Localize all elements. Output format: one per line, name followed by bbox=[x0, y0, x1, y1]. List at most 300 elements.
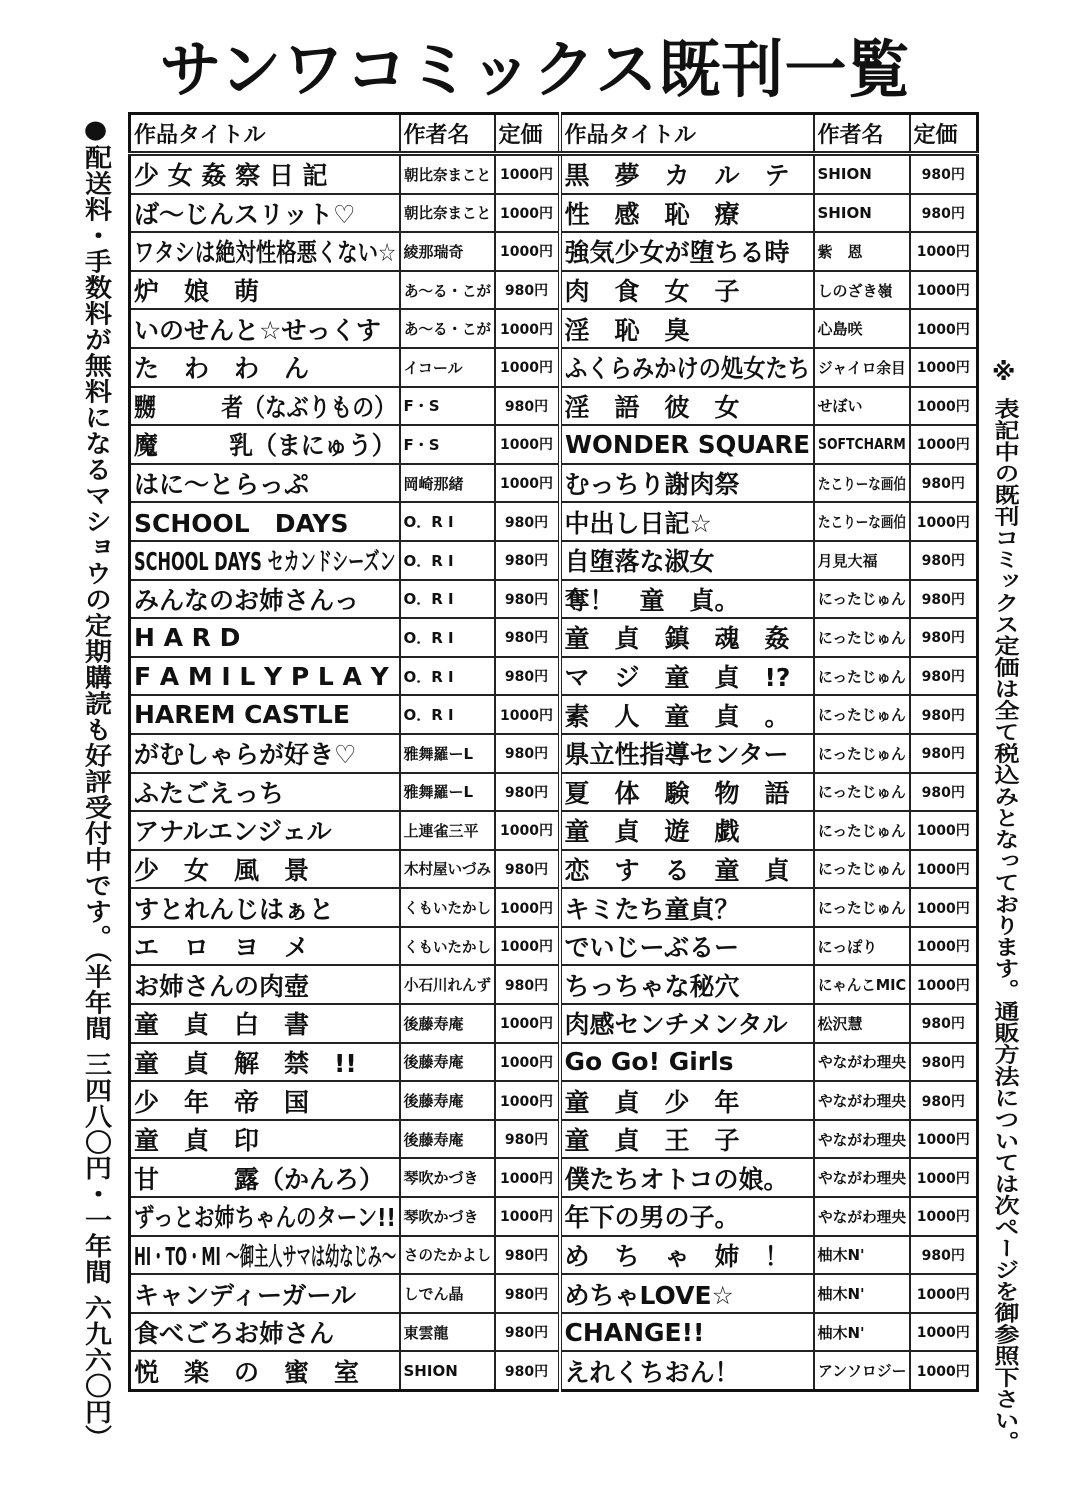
comic-price: 980円 bbox=[504, 669, 549, 686]
comic-price: 980円 bbox=[921, 707, 965, 724]
right-title-cell bbox=[560, 541, 814, 580]
comic-price: 1000円 bbox=[916, 939, 970, 956]
right-price-cell bbox=[910, 580, 978, 619]
right-title-cell bbox=[560, 1197, 814, 1236]
table-row bbox=[130, 1081, 978, 1120]
left-title-cell bbox=[130, 927, 400, 966]
right-title-cell bbox=[560, 348, 814, 387]
comic-price: 980円 bbox=[504, 746, 549, 763]
right-author-cell bbox=[814, 464, 910, 503]
comic-author: しのざき嶺 bbox=[817, 281, 893, 300]
right-title-cell bbox=[560, 154, 814, 194]
comic-title: 悦 楽 の 蜜 室 bbox=[134, 1357, 360, 1387]
right-price-cell bbox=[910, 1274, 978, 1313]
comic-author: 岡崎那緒 bbox=[403, 474, 464, 493]
comic-price: 980円 bbox=[504, 1247, 549, 1264]
right-price-cell bbox=[910, 194, 978, 233]
right-title-cell bbox=[560, 464, 814, 503]
comic-title: F A M I L Y P L A Y bbox=[134, 661, 389, 691]
comic-title: 少 女 姦 察 日 記 bbox=[134, 161, 328, 191]
right-price-cell bbox=[910, 464, 978, 503]
right-author-cell bbox=[814, 657, 910, 696]
comic-price: 1000円 bbox=[500, 437, 553, 454]
right-title-cell bbox=[560, 695, 814, 734]
left-title-cell bbox=[130, 425, 400, 464]
comic-title: エ ロ ヨ メ bbox=[134, 933, 310, 963]
right-title-cell bbox=[560, 1274, 814, 1313]
left-author-cell bbox=[400, 309, 495, 348]
comic-price: 980円 bbox=[921, 476, 965, 493]
left-price-cell bbox=[495, 1274, 560, 1313]
left-title-cell bbox=[130, 232, 400, 271]
left-title-cell bbox=[130, 154, 400, 194]
comic-price: 980円 bbox=[921, 630, 965, 647]
left-author-cell bbox=[400, 425, 495, 464]
left-title-cell bbox=[130, 1197, 400, 1236]
right-author-cell bbox=[814, 773, 910, 812]
comic-title: いのせんと☆せっくす bbox=[134, 315, 381, 345]
left-title-cell bbox=[130, 348, 400, 387]
comic-price: 1000円 bbox=[916, 1286, 970, 1303]
right-price-cell bbox=[910, 618, 978, 657]
comic-price: 980円 bbox=[504, 861, 549, 878]
comic-title: みんなのお姉さんっ bbox=[134, 585, 360, 615]
comic-author: 後藤寿庵 bbox=[403, 1130, 464, 1149]
left-author-cell bbox=[400, 927, 495, 966]
comic-author: SHION bbox=[403, 1361, 458, 1380]
comic-title: ふたごえっち bbox=[134, 778, 285, 808]
comic-title: 炉 娘 萌 bbox=[134, 277, 260, 307]
comic-author: にったじゅん bbox=[817, 706, 906, 725]
left-price-cell bbox=[495, 1236, 560, 1275]
left-title-cell bbox=[130, 888, 400, 927]
right-price-cell bbox=[910, 1236, 978, 1275]
right-author-cell bbox=[814, 154, 910, 194]
comic-price: 980円 bbox=[921, 1093, 965, 1110]
left-price-cell bbox=[495, 348, 560, 387]
left-price-cell bbox=[495, 194, 560, 233]
comic-author: O．R I bbox=[403, 513, 454, 532]
right-price-cell bbox=[910, 232, 978, 271]
comic-price: 980円 bbox=[504, 591, 549, 608]
right-price-cell bbox=[910, 965, 978, 1004]
comic-price: 980円 bbox=[504, 1325, 549, 1342]
left-price-cell bbox=[495, 1313, 560, 1352]
table-row bbox=[130, 425, 978, 464]
comic-price: 1000円 bbox=[916, 244, 970, 261]
right-title-cell bbox=[560, 387, 814, 426]
left-title-cell bbox=[130, 657, 400, 696]
right-price-cell bbox=[910, 309, 978, 348]
comic-price: 980円 bbox=[921, 167, 965, 184]
left-title-cell bbox=[130, 1313, 400, 1352]
comic-price: 980円 bbox=[504, 784, 549, 801]
right-title-cell bbox=[560, 927, 814, 966]
comic-author: 柚木N' bbox=[817, 1285, 865, 1304]
left-price-cell bbox=[495, 154, 560, 194]
comic-price: 980円 bbox=[504, 630, 549, 647]
comic-title: すとれんじはぁと bbox=[134, 894, 335, 924]
comic-author: F・S bbox=[403, 435, 440, 454]
right-price-cell bbox=[910, 811, 978, 850]
comic-title: お姉さんの肉壺 bbox=[134, 971, 310, 1001]
right-price-cell bbox=[910, 271, 978, 310]
left-author-cell bbox=[400, 1120, 495, 1159]
comic-title: 甘 露（かんろ） bbox=[134, 1164, 385, 1194]
comic-title: えれくちおん！ bbox=[564, 1357, 740, 1387]
comic-price: 1000円 bbox=[500, 823, 553, 840]
left-title-cell bbox=[130, 1081, 400, 1120]
comic-title: HAREM CASTLE bbox=[134, 700, 350, 730]
right-price-cell bbox=[910, 695, 978, 734]
right-title-cell bbox=[560, 850, 814, 889]
right-price-cell bbox=[910, 1351, 978, 1390]
comic-price: 1000円 bbox=[500, 244, 553, 261]
left-title-cell bbox=[130, 1158, 400, 1197]
right-title-cell bbox=[560, 1236, 814, 1275]
table-row bbox=[130, 232, 978, 271]
left-title-cell bbox=[130, 580, 400, 619]
right-author-cell bbox=[814, 850, 910, 889]
right-author-cell bbox=[814, 1197, 910, 1236]
comic-author: 朝比奈まこと bbox=[403, 165, 491, 184]
left-title-cell bbox=[130, 695, 400, 734]
comic-price: 1000円 bbox=[500, 205, 553, 222]
right-price-cell bbox=[910, 502, 978, 541]
left-author-cell bbox=[400, 154, 495, 194]
comic-title: ば～じんスリット♡ bbox=[134, 199, 356, 229]
comic-price: 1000円 bbox=[500, 360, 553, 377]
table-row bbox=[130, 387, 978, 426]
comic-title: キミたち童貞？ bbox=[564, 894, 740, 924]
comic-price: 980円 bbox=[921, 1247, 965, 1264]
comic-author: 木村屋いづみ bbox=[403, 860, 491, 879]
comic-title: ワタシは絶対性格悪くない☆ bbox=[134, 238, 397, 268]
table-row bbox=[130, 502, 978, 541]
left-price-cell bbox=[495, 425, 560, 464]
left-price-cell bbox=[495, 1120, 560, 1159]
right-author-cell bbox=[814, 811, 910, 850]
table-row bbox=[130, 154, 978, 194]
left-title-cell bbox=[130, 618, 400, 657]
comic-title: 黒 夢 カ ル テ bbox=[564, 161, 790, 191]
comic-author: くもいたかし bbox=[403, 899, 491, 918]
left-author-cell bbox=[400, 1004, 495, 1043]
right-price-cell bbox=[910, 541, 978, 580]
comic-title: がむしゃらが好き♡ bbox=[134, 740, 357, 770]
left-price-cell bbox=[495, 387, 560, 426]
comic-author: 上連雀三平 bbox=[403, 821, 479, 840]
right-title-cell bbox=[560, 580, 814, 619]
left-title-cell bbox=[130, 1236, 400, 1275]
comic-author: あ～る・こが bbox=[403, 281, 491, 300]
comics-catalog-table bbox=[128, 112, 979, 1392]
comic-author: 後藤寿庵 bbox=[403, 1014, 464, 1033]
left-price-cell bbox=[495, 502, 560, 541]
comic-author: さのたかよし bbox=[403, 1246, 491, 1265]
left-author-cell bbox=[400, 348, 495, 387]
left-title-cell bbox=[130, 309, 400, 348]
left-title-cell bbox=[130, 1004, 400, 1043]
table-row bbox=[130, 888, 978, 927]
left-author-cell bbox=[400, 1197, 495, 1236]
comic-author: アンソロジー bbox=[817, 1362, 906, 1381]
comic-price: 1000円 bbox=[916, 823, 970, 840]
comic-title: ずっとお姉ちゃんのターン!! bbox=[134, 1203, 396, 1233]
comic-author: にったじゅん bbox=[817, 783, 906, 802]
comic-price: 1000円 bbox=[916, 1363, 970, 1380]
left-price-cell bbox=[495, 657, 560, 696]
comic-title: 童 貞 白 書 bbox=[134, 1010, 310, 1040]
comic-price: 1000円 bbox=[500, 1209, 553, 1226]
right-author-cell bbox=[814, 1004, 910, 1043]
table-row bbox=[130, 811, 978, 850]
comic-title: 性 感 恥 療 bbox=[564, 199, 740, 229]
comic-author: せぼい bbox=[817, 397, 863, 416]
left-title-cell bbox=[130, 387, 400, 426]
left-price-cell bbox=[495, 1158, 560, 1197]
comic-price: 1000円 bbox=[500, 321, 553, 338]
right-author-cell bbox=[814, 1120, 910, 1159]
left-price-cell bbox=[495, 1043, 560, 1082]
table-row bbox=[130, 850, 978, 889]
table-row bbox=[130, 927, 978, 966]
left-author-cell bbox=[400, 232, 495, 271]
table-row bbox=[130, 1197, 978, 1236]
right-title-cell bbox=[560, 1004, 814, 1043]
comic-title: 肉感センチメンタル bbox=[564, 1010, 788, 1040]
comic-author: 東雲龍 bbox=[403, 1323, 449, 1342]
comic-price: 1000円 bbox=[916, 398, 970, 415]
comic-title: SCHOOL DAYS bbox=[134, 508, 349, 538]
left-title-cell bbox=[130, 194, 400, 233]
comic-title: め ち ゃ 姉 ！ bbox=[564, 1241, 790, 1271]
left-title-cell bbox=[130, 1120, 400, 1159]
comic-title: 童 貞 解 禁 !! bbox=[134, 1048, 357, 1078]
right-price-cell bbox=[910, 1120, 978, 1159]
comic-title: はに～とらっぷ bbox=[134, 470, 310, 500]
left-title-cell bbox=[130, 1043, 400, 1082]
comic-price: 1000円 bbox=[500, 707, 553, 724]
comic-author: にったじゅん bbox=[817, 667, 906, 686]
left-title-cell bbox=[130, 965, 400, 1004]
table-row bbox=[130, 773, 978, 812]
left-price-cell bbox=[495, 734, 560, 773]
comic-title: 童 貞 王 子 bbox=[564, 1126, 740, 1156]
right-author-cell bbox=[814, 232, 910, 271]
right-price-cell bbox=[910, 1004, 978, 1043]
comic-price: 1000円 bbox=[500, 939, 553, 956]
comic-price: 1000円 bbox=[500, 1016, 553, 1033]
left-author-cell bbox=[400, 1313, 495, 1352]
right-price-cell bbox=[910, 1197, 978, 1236]
comic-price: 980円 bbox=[921, 669, 965, 686]
comic-price: 1000円 bbox=[916, 283, 970, 300]
comic-author: たこりーな画伯 bbox=[817, 474, 906, 493]
left-title-cell bbox=[130, 541, 400, 580]
comic-author: しでん晶 bbox=[403, 1285, 464, 1304]
right-price-cell bbox=[910, 1158, 978, 1197]
comic-price: 980円 bbox=[504, 514, 549, 531]
comic-price: 1000円 bbox=[916, 437, 970, 454]
comic-title: マ ジ 童 貞 !? bbox=[564, 663, 791, 693]
comic-title: 魔 乳（まにゅう） bbox=[134, 431, 396, 461]
comic-author: O．R I bbox=[403, 628, 454, 647]
comic-author: 小石川れんず bbox=[403, 976, 491, 995]
left-title-cell bbox=[130, 1274, 400, 1313]
left-author-cell bbox=[400, 580, 495, 619]
header-price: 定価 bbox=[495, 114, 560, 154]
comic-title: 県立性指導センター bbox=[564, 740, 789, 770]
comic-price: 980円 bbox=[504, 283, 549, 300]
comic-author: にったじゅん bbox=[817, 899, 906, 918]
comic-title: HI・TO・MI ～御主人サマは幼なじみ～ bbox=[134, 1241, 397, 1271]
left-author-cell bbox=[400, 271, 495, 310]
comic-author: にったじゅん bbox=[817, 860, 906, 879]
left-price-cell bbox=[495, 309, 560, 348]
right-title-cell bbox=[560, 1351, 814, 1390]
comic-price: 980円 bbox=[504, 398, 549, 415]
comic-title: 強気少女が堕ちる時 bbox=[564, 238, 790, 268]
right-price-cell bbox=[910, 888, 978, 927]
left-author-cell bbox=[400, 888, 495, 927]
left-price-cell bbox=[495, 695, 560, 734]
table-row bbox=[130, 1120, 978, 1159]
comic-author: 綾那瑞奇 bbox=[403, 242, 464, 261]
comic-title: CHANGE!! bbox=[564, 1317, 705, 1347]
left-author-cell bbox=[400, 811, 495, 850]
table-row bbox=[130, 309, 978, 348]
comic-price: 1000円 bbox=[500, 1170, 553, 1187]
header-title: 作品タイトル bbox=[560, 114, 814, 154]
right-price-cell bbox=[910, 1081, 978, 1120]
right-price-cell bbox=[910, 773, 978, 812]
right-title-cell bbox=[560, 1081, 814, 1120]
comic-price: 980円 bbox=[921, 553, 965, 570]
left-price-cell bbox=[495, 888, 560, 927]
comic-title: SCHOOL DAYS セカンドシーズン bbox=[134, 547, 396, 577]
table-row bbox=[130, 1351, 978, 1390]
left-title-cell bbox=[130, 1351, 400, 1390]
header-author: 作者名 bbox=[814, 114, 910, 154]
comic-price: 1000円 bbox=[500, 900, 553, 917]
comic-author: やながわ理央 bbox=[817, 1092, 906, 1111]
table-row bbox=[130, 1043, 978, 1082]
right-price-cell bbox=[910, 1043, 978, 1082]
comic-author: くもいたかし bbox=[403, 937, 491, 956]
left-title-cell bbox=[130, 271, 400, 310]
right-author-cell bbox=[814, 580, 910, 619]
comic-title: ふくらみかけの処女たち bbox=[564, 354, 810, 384]
right-price-cell bbox=[910, 850, 978, 889]
left-price-cell bbox=[495, 811, 560, 850]
left-author-cell bbox=[400, 194, 495, 233]
right-author-cell bbox=[814, 425, 910, 464]
right-author-cell bbox=[814, 1158, 910, 1197]
left-author-cell bbox=[400, 387, 495, 426]
right-author-cell bbox=[814, 888, 910, 927]
comic-author: F・S bbox=[403, 397, 440, 416]
comic-title: ちっちゃな秘穴 bbox=[564, 971, 740, 1001]
right-author-cell bbox=[814, 618, 910, 657]
comic-title: 夏 体 験 物 語 bbox=[564, 778, 790, 808]
comic-author: にったじゅん bbox=[817, 744, 906, 763]
right-title-cell bbox=[560, 502, 814, 541]
comic-title: た わ わ ん bbox=[134, 354, 310, 384]
right-author-cell bbox=[814, 387, 910, 426]
comic-author: やながわ理央 bbox=[817, 1130, 906, 1149]
comic-price: 1000円 bbox=[500, 1093, 553, 1110]
right-author-cell bbox=[814, 1043, 910, 1082]
right-title-cell bbox=[560, 425, 814, 464]
comic-author: O．R I bbox=[403, 667, 454, 686]
comic-title: 食べごろお姉さん bbox=[134, 1319, 335, 1349]
comic-author: O．R I bbox=[403, 551, 454, 570]
comic-title: キャンディーガール bbox=[134, 1280, 357, 1310]
left-price-cell bbox=[495, 1197, 560, 1236]
right-price-cell bbox=[910, 734, 978, 773]
comic-author: 琴吹かづき bbox=[403, 1169, 479, 1188]
comic-author: SOFTCHARM bbox=[817, 435, 906, 454]
comic-title: むっちり謝肉祭 bbox=[564, 470, 740, 500]
right-title-cell bbox=[560, 811, 814, 850]
left-author-cell bbox=[400, 1043, 495, 1082]
comic-author: ジャイロ余目 bbox=[817, 358, 906, 377]
table-row bbox=[130, 1274, 978, 1313]
comic-title: 少 年 帝 国 bbox=[134, 1087, 310, 1117]
comic-price: 980円 bbox=[921, 1054, 965, 1071]
comic-author: 柚木N' bbox=[817, 1323, 865, 1342]
right-title-cell bbox=[560, 618, 814, 657]
comic-price: 1000円 bbox=[916, 1132, 970, 1149]
comic-price: 980円 bbox=[504, 1363, 549, 1380]
right-author-cell bbox=[814, 309, 910, 348]
left-title-cell bbox=[130, 850, 400, 889]
right-author-cell bbox=[814, 1081, 910, 1120]
table-row bbox=[130, 657, 978, 696]
comic-title: Go Go! Girls bbox=[564, 1047, 734, 1077]
comic-price: 1000円 bbox=[500, 1054, 553, 1071]
right-author-cell bbox=[814, 965, 910, 1004]
header-author: 作者名 bbox=[400, 114, 495, 154]
comic-title: 淫 恥 臭 bbox=[564, 315, 690, 345]
left-author-cell bbox=[400, 657, 495, 696]
right-price-cell bbox=[910, 927, 978, 966]
comic-author: 柚木N' bbox=[817, 1246, 865, 1265]
right-author-cell bbox=[814, 734, 910, 773]
left-price-cell bbox=[495, 1351, 560, 1390]
comic-price: 980円 bbox=[504, 1286, 549, 1303]
comic-author: 心島咲 bbox=[817, 320, 863, 339]
left-price-cell bbox=[495, 1081, 560, 1120]
comic-price: 980円 bbox=[921, 746, 965, 763]
comic-title: 奪！ 童 貞。 bbox=[564, 585, 740, 615]
right-author-cell bbox=[814, 1274, 910, 1313]
right-author-cell bbox=[814, 502, 910, 541]
comic-author: たこりーな画伯 bbox=[817, 513, 906, 532]
table-row bbox=[130, 464, 978, 503]
right-title-cell bbox=[560, 309, 814, 348]
comic-author: やながわ理央 bbox=[817, 1207, 906, 1226]
left-author-cell bbox=[400, 541, 495, 580]
left-price-cell bbox=[495, 965, 560, 1004]
right-title-cell bbox=[560, 232, 814, 271]
header-title: 作品タイトル bbox=[130, 114, 400, 154]
right-author-cell bbox=[814, 1313, 910, 1352]
left-title-cell bbox=[130, 502, 400, 541]
comic-author: 琴吹かづき bbox=[403, 1207, 479, 1226]
right-title-cell bbox=[560, 734, 814, 773]
